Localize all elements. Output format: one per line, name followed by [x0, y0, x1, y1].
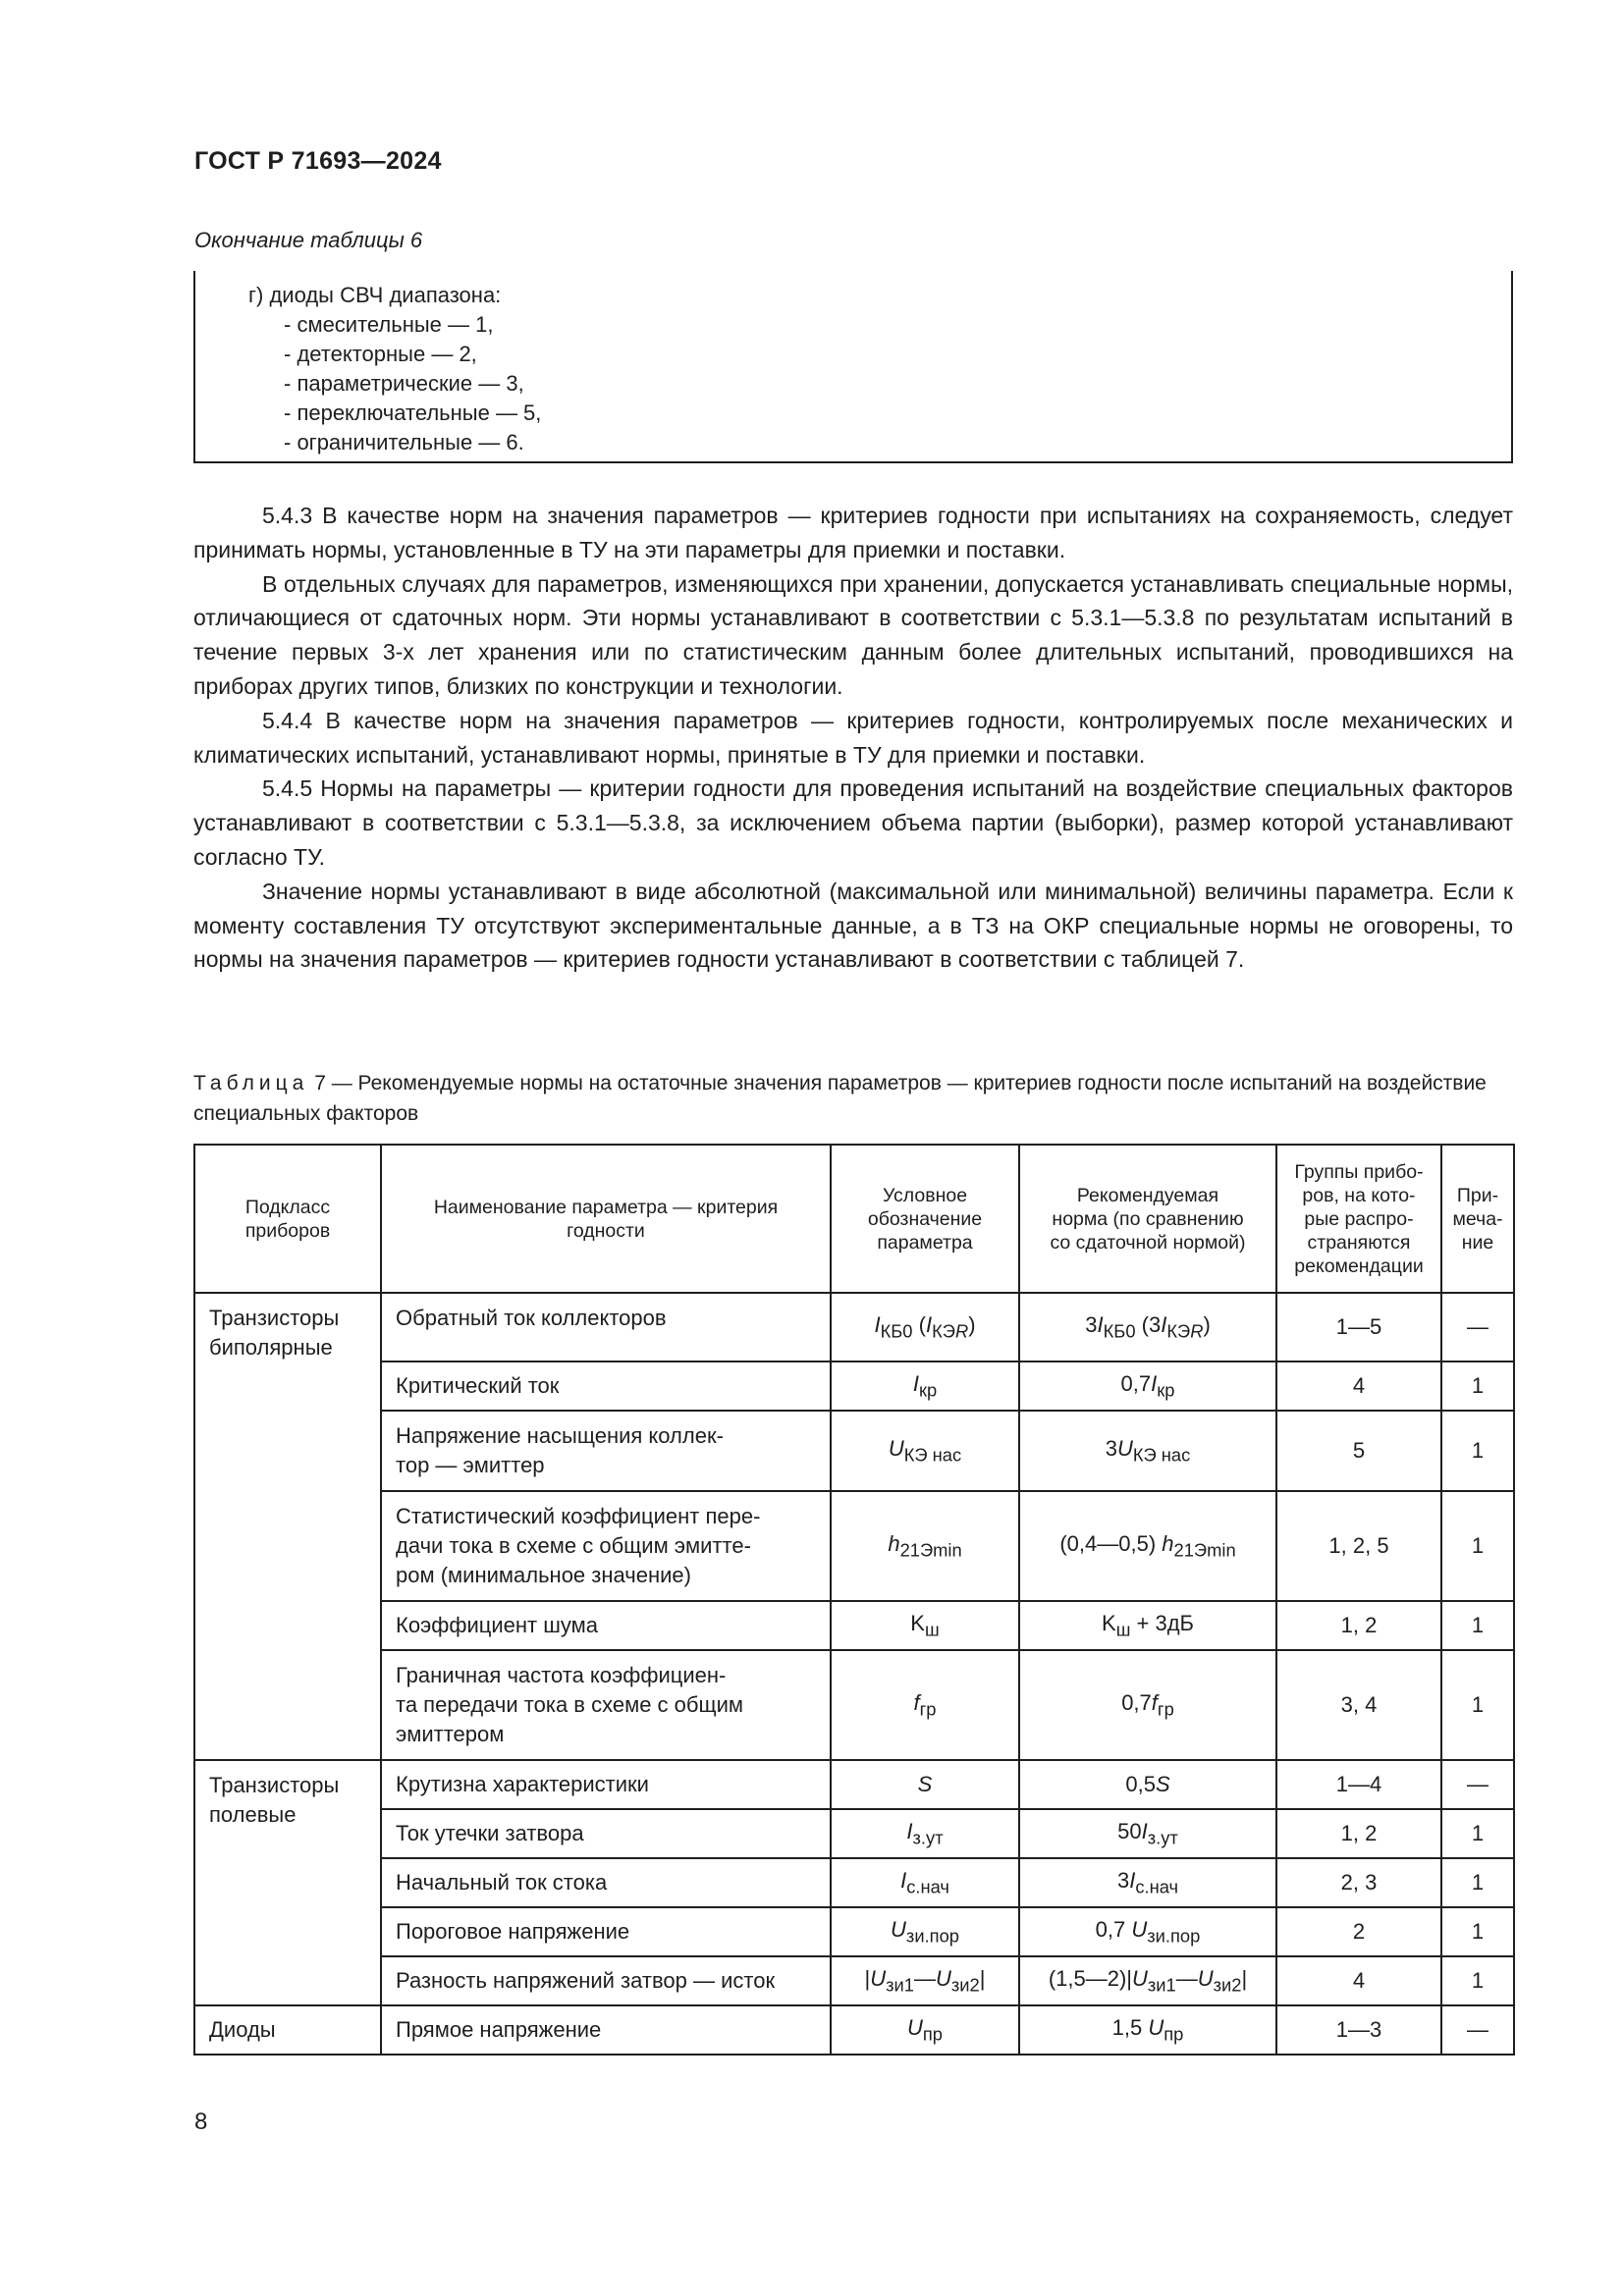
table-row	[194, 1907, 1514, 1956]
table7-caption-text: 7 — Рекомендуемые нормы на остаточные значения параметров — критериев годности после испытаний на воздействие специальных факторов	[193, 1072, 1487, 1125]
groups-cell: 5	[1276, 1411, 1441, 1491]
param-name-cell: Напряжение насыщения коллек- тор — эмиттер	[381, 1411, 831, 1491]
note-cell: 1	[1441, 1411, 1514, 1491]
param-symbol-cell: $I_{КБ0}$ $(I_{КЭR})$	[831, 1293, 1019, 1362]
subclass-cell: Транзисторы биполярные	[194, 1293, 381, 1760]
groups-cell: 4	[1276, 1956, 1441, 2005]
paragraph-5-4-5: 5.4.5 Нормы на параметры — критерии годности для проведения испытаний на воздействие специальных факторов устанавливают в соответствии с 5.3.1—5.3.8, за исключением объема партии (выборки), размер которой устанавливают согласно ТУ.	[193, 775, 1513, 870]
diode-list-item: - детекторные — 2,	[284, 342, 477, 366]
paragraph-special-norms: В отдельных случаях для параметров, изменяющихся при хранении, допускается устанавливать специальные нормы, отличающиеся от сдаточных норм. Эти нормы устанавливают в соответствии с 5.3.1—5.3.8 по результатам испытаний в течение первых 3-х лет хранения или по статистическим данным более длительных испытаний, проводившихся на приборах других типов, близких по конструкции и технологии.	[193, 570, 1513, 699]
table-row	[194, 1858, 1514, 1907]
param-symbol-cell: $I_{кр}$	[831, 1362, 1019, 1411]
param-name-cell: Прямое напряжение	[381, 2005, 831, 2055]
table-row	[194, 1293, 1514, 1362]
table6-continuation-caption: Окончание таблицы 6	[194, 228, 423, 252]
note-cell: 1	[1441, 1362, 1514, 1411]
col-header-param-name: Наименование параметра — критерия годности	[381, 1145, 831, 1293]
param-norm-cell: $3I_{с.нач}$	[1019, 1858, 1276, 1907]
diode-list-item: - ограничительные — 6.	[284, 430, 524, 454]
groups-cell: 1, 2, 5	[1276, 1491, 1441, 1601]
param-symbol-cell: $U_{зи.пор}$	[831, 1907, 1019, 1956]
param-symbol-cell: $U_{пр}$	[831, 2005, 1019, 2055]
param-norm-cell: 0,5S	[1019, 1760, 1276, 1809]
standard-header: ГОСТ Р 71693—2024	[194, 147, 442, 175]
groups-cell: 1—4	[1276, 1760, 1441, 1809]
param-name-cell: Обратный ток коллекторов	[381, 1293, 831, 1362]
note-cell: 1	[1441, 1650, 1514, 1760]
table-row	[194, 1809, 1514, 1858]
subclass-cell: Диоды	[194, 2005, 381, 2055]
param-name-cell: Начальный ток стока	[381, 1858, 831, 1907]
paragraph-norm-value: Значение нормы устанавливают в виде абсолютной (максимальной или минимальной) величины параметра. Если к моменту составления ТУ отсутствуют экспериментальные данные, а в ТЗ на ОКР специальные нормы не оговорены, то нормы на значения параметров — критериев годности устанавливают в соответствии с таблицей 7.	[193, 878, 1513, 973]
body-text	[193, 499, 1513, 977]
table-row	[194, 1956, 1514, 2005]
page-number: 8	[194, 2109, 208, 2135]
groups-cell: 1—3	[1276, 2005, 1441, 2055]
param-norm-cell: $0,7f_{гр}$	[1019, 1650, 1276, 1760]
param-name-cell: Критический ток	[381, 1362, 831, 1411]
table-row	[194, 1491, 1514, 1601]
note-cell: 1	[1441, 1491, 1514, 1601]
param-name-cell: Граничная частота коэффициен- та передачи тока в схеме с общим эмиттером	[381, 1650, 831, 1760]
param-symbol-cell: $h_{21Эmin}$	[831, 1491, 1019, 1601]
col-header-symbol: Условное обозначение параметра	[831, 1145, 1019, 1293]
note-cell: —	[1441, 1293, 1514, 1362]
paragraph-5-4-4: 5.4.4 В качестве норм на значения параметров — критериев годности, контролируемых после механических и климатических испытаний, устанавливают нормы, принятые в ТУ для приемки и поставки.	[193, 707, 1513, 768]
table7-caption	[193, 1068, 1513, 1129]
param-norm-cell: $50I_{з.ут}$	[1019, 1809, 1276, 1858]
param-norm-cell: $3I_{КБ0}$ $(3I_{КЭR})$	[1019, 1293, 1276, 1362]
diode-list-heading: г) диоды СВЧ диапазона:	[248, 283, 502, 307]
table-row	[194, 2005, 1514, 2055]
param-symbol-cell: $|U_{зи1}—U_{зи2}|$	[831, 1956, 1019, 2005]
subclass-cell: Транзисторы полевые	[194, 1760, 381, 2005]
table7-header-row	[194, 1145, 1514, 1293]
diode-list-item: - смесительные — 1,	[284, 312, 494, 337]
col-header-groups: Группы прибо- ров, на кото- рые распро- страняются рекомендации	[1276, 1145, 1441, 1293]
param-norm-cell: 0,7 $U_{зи.пор}$	[1019, 1907, 1276, 1956]
groups-cell: 1, 2	[1276, 1601, 1441, 1650]
table-row	[194, 1760, 1514, 1809]
col-header-note: При- меча- ние	[1441, 1145, 1514, 1293]
param-name-cell: Коэффициент шума	[381, 1601, 831, 1650]
param-symbol-cell: $f_{гр}$	[831, 1650, 1019, 1760]
param-symbol-cell: S	[831, 1760, 1019, 1809]
note-cell: 1	[1441, 1858, 1514, 1907]
param-name-cell: Разность напряжений затвор — исток	[381, 1956, 831, 2005]
param-norm-cell: $3U_{КЭ нас}$	[1019, 1411, 1276, 1491]
groups-cell: 2	[1276, 1907, 1441, 1956]
groups-cell: 3, 4	[1276, 1650, 1441, 1760]
groups-cell: 2, 3	[1276, 1858, 1441, 1907]
note-cell: 1	[1441, 1601, 1514, 1650]
param-norm-cell: (0,4—0,5) $h_{21Эmin}$	[1019, 1491, 1276, 1601]
groups-cell: 4	[1276, 1362, 1441, 1411]
note-cell: —	[1441, 1760, 1514, 1809]
param-name-cell: Ток утечки затвора	[381, 1809, 831, 1858]
param-symbol-cell: $I_{з.ут}$	[831, 1809, 1019, 1858]
table-row	[194, 1362, 1514, 1411]
note-cell: 1	[1441, 1956, 1514, 2005]
param-symbol-cell: $U_{КЭ нас}$	[831, 1411, 1019, 1491]
note-cell: —	[1441, 2005, 1514, 2055]
note-cell: 1	[1441, 1907, 1514, 1956]
param-norm-cell: 1,5 $U_{пр}$	[1019, 2005, 1276, 2055]
param-symbol-cell: $K_ш$	[831, 1601, 1019, 1650]
groups-cell: 1—5	[1276, 1293, 1441, 1362]
table7-caption-label: Таблица	[193, 1072, 309, 1095]
param-symbol-cell: $I_{с.нач}$	[831, 1858, 1019, 1907]
table7	[193, 1144, 1515, 2056]
param-norm-cell: $0,7I_{кр}$	[1019, 1362, 1276, 1411]
paragraph-5-4-3: 5.4.3 В качестве норм на значения параметров — критериев годности при испытаниях на сохраняемость, следует принимать нормы, установленные в ТУ на эти параметры для приемки и поставки.	[193, 503, 1513, 562]
table-row	[194, 1650, 1514, 1760]
diode-list-item: - параметрические — 3,	[284, 371, 524, 396]
groups-cell: 1, 2	[1276, 1809, 1441, 1858]
param-norm-cell: $(1,5—2)|U_{зи1}—U_{зи2}|$	[1019, 1956, 1276, 2005]
col-header-norm: Рекомендуемая норма (по сравнению со сдаточной нормой)	[1019, 1145, 1276, 1293]
param-name-cell: Статистический коэффициент пере- дачи тока в схеме с общим эмитте- ром (минимальное значение)	[381, 1491, 831, 1601]
param-norm-cell: $K_ш + 3дБ$	[1019, 1601, 1276, 1650]
note-cell: 1	[1441, 1809, 1514, 1858]
table-row	[194, 1411, 1514, 1491]
col-header-subclass: Подкласс приборов	[194, 1145, 381, 1293]
param-name-cell: Пороговое напряжение	[381, 1907, 831, 1956]
table6-continuation-box	[193, 271, 1513, 463]
diode-list-item: - переключательные — 5,	[284, 400, 542, 425]
table-row	[194, 1601, 1514, 1650]
param-name-cell: Крутизна характеристики	[381, 1760, 831, 1809]
